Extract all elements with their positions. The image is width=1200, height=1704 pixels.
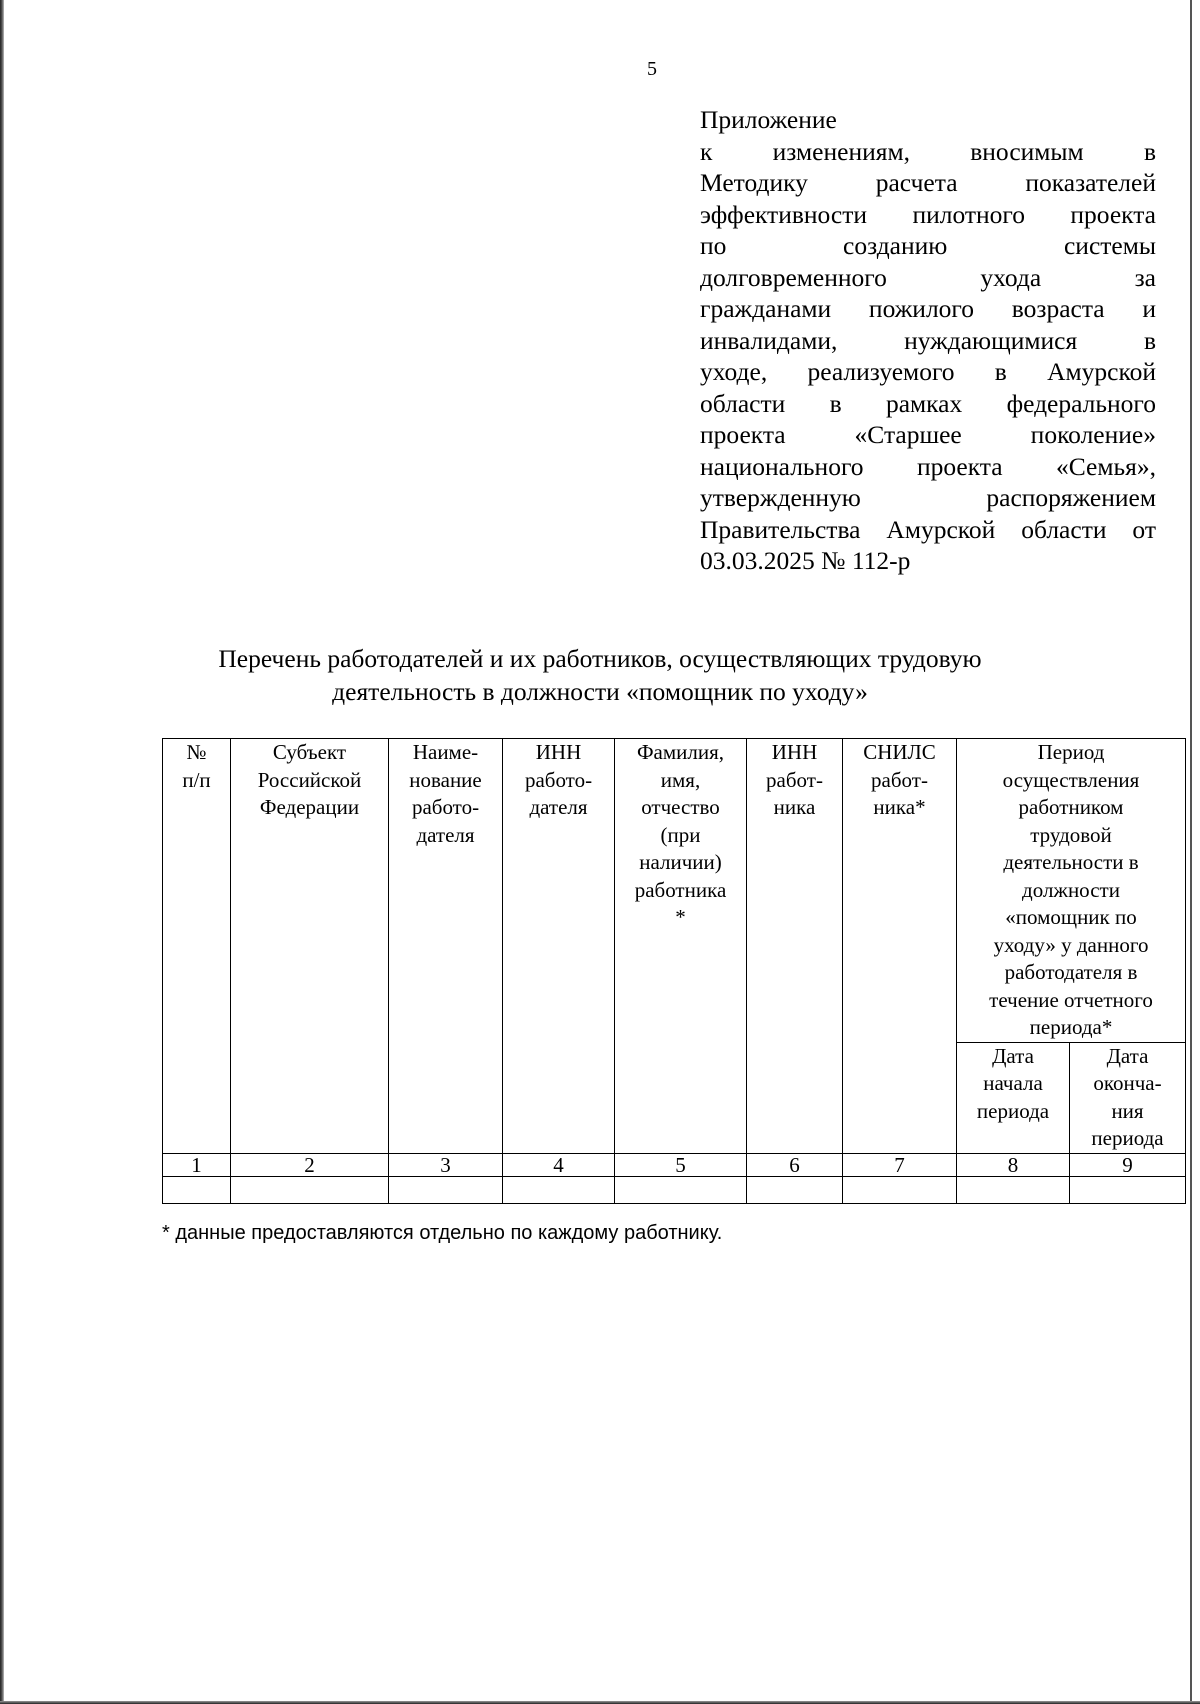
appendix-line: уходе, реализуемого в Амурской: [700, 357, 1156, 386]
appendix-line: эффективности пилотного проекта: [700, 199, 1156, 229]
empty-cell: [843, 1176, 957, 1203]
header-cell-period: Период осуществления работником трудовой деятельности в должности «помощник по уходу» у данного работодателя в течение отчетного периода*: [957, 739, 1186, 1043]
column-number-cell: 8: [957, 1153, 1070, 1176]
header-cell-employee-inn: ИНН работ- ника: [747, 739, 843, 1154]
appendix-line: Приложение: [700, 105, 837, 134]
title-line-1: Перечень работодателей и их работников, осуществляющих трудовую: [218, 644, 982, 673]
empty-cell: [503, 1176, 615, 1203]
appendix-line: области в рамках федерального: [700, 388, 1156, 418]
empty-cell: [1070, 1176, 1186, 1203]
column-number-cell: 1: [163, 1153, 231, 1176]
empty-cell: [615, 1176, 747, 1203]
empty-cell: [389, 1176, 503, 1203]
appendix-line: 03.03.2025 № 112-р: [700, 546, 911, 575]
title-line-2: деятельность в должности «помощник по уходу»: [332, 677, 868, 706]
column-number-cell: 9: [1070, 1153, 1186, 1176]
column-number-cell: 3: [389, 1153, 503, 1176]
page-number: 5: [647, 58, 657, 80]
appendix-line: утвержденную распоряжением: [700, 483, 1156, 512]
empty-cell: [957, 1176, 1070, 1203]
appendix-line: по созданию системы: [700, 231, 1156, 260]
empty-cell: [747, 1176, 843, 1203]
header-row: [163, 739, 1186, 1043]
appendix-line: проекта «Старшее поколение»: [700, 420, 1156, 449]
appendix-line: инвалидами, нуждающимися в: [700, 325, 1156, 355]
column-number-cell: 7: [843, 1153, 957, 1176]
header-cell-subject: Субъект Российской Федерации: [231, 739, 389, 1154]
scan-left-edge: [0, 0, 4, 1704]
appendix-line: Методику расчета показателей: [700, 168, 1156, 197]
employers-register-table: [162, 738, 1186, 1204]
appendix-line: Правительства Амурской области от: [700, 514, 1156, 544]
column-number-cell: 6: [747, 1153, 843, 1176]
scan-right-edge: [1190, 0, 1192, 1704]
empty-data-row: [163, 1176, 1186, 1203]
header-cell-employer-inn: ИНН работо- дателя: [503, 739, 615, 1154]
header-cell-end-date: Дата оконча- ния периода: [1070, 1042, 1186, 1153]
appendix-line: долговременного ухода за: [700, 262, 1156, 292]
appendix-line: национального проекта «Семья»,: [700, 451, 1156, 481]
header-cell-employee-name: Фамилия, имя, отчество (при наличии) работника *: [615, 739, 747, 1154]
column-number-cell: 4: [503, 1153, 615, 1176]
appendix-line: к изменениям, вносимым в: [700, 136, 1156, 166]
footnote: * данные предоставляются отдельно по каждому работнику.: [162, 1222, 723, 1244]
empty-cell: [231, 1176, 389, 1203]
document-title: [200, 642, 1000, 708]
column-number-row: [163, 1153, 1186, 1176]
column-number-cell: 2: [231, 1153, 389, 1176]
column-number-cell: 5: [615, 1153, 747, 1176]
header-cell-employee-snils: СНИЛС работ- ника*: [843, 739, 957, 1154]
appendix-block: [700, 104, 1156, 577]
header-cell-number: № п/п: [163, 739, 231, 1154]
header-cell-employer-name: Наиме- нование работо- дателя: [389, 739, 503, 1154]
appendix-line: гражданами пожилого возраста и: [700, 294, 1156, 323]
empty-cell: [163, 1176, 231, 1203]
header-cell-start-date: Дата начала периода: [957, 1042, 1070, 1153]
